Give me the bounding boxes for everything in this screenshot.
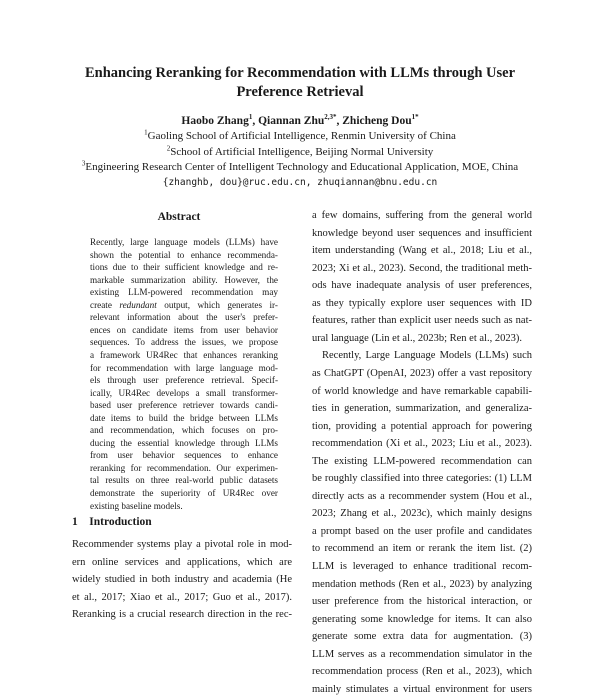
abstract-line: demonstrate the superiority of UR4Rec over xyxy=(90,488,278,498)
right-column-line: ural language (Lin et al., 2023b; Ren et al., 2023). xyxy=(312,332,522,344)
affiliation-text: Engineering Research Center of Intelligent Technology and Educational Application, MOE, China xyxy=(85,161,519,173)
affiliation xyxy=(20,160,580,175)
right-column-line: generating some knowledge for items. It can also xyxy=(312,613,532,625)
right-column-line: directly acts as a recommender system (Hou et al., xyxy=(312,490,532,502)
abstract-line: shown the potential to enhance recommenda- xyxy=(90,249,278,260)
affiliation-marker: 3 xyxy=(81,159,86,168)
right-column-line: mendation methods (Ren et al., 2023) by analyzing xyxy=(312,578,532,590)
affiliation xyxy=(20,129,580,144)
right-column-line: tion, providing a potential approach for powering xyxy=(312,420,532,432)
section-title: Introduction xyxy=(89,516,152,528)
abstract-line: els through user preference retrieval. Specif- xyxy=(90,375,278,386)
abstract-line: Recently, large language models (LLMs) have xyxy=(90,237,278,247)
right-column-line: 2023; Zhang et al., 2023c), which mainly designs xyxy=(312,508,532,520)
abstract-line: ducing the essential knowledge through LLMs xyxy=(90,437,278,448)
right-column-line: a few domains, suffering from the general world xyxy=(312,210,532,221)
right-column-line: ties in generation, summarization, and generaliza- xyxy=(312,403,532,415)
right-column-line: recommendation process (Ren et al., 2023), which xyxy=(312,666,532,678)
affiliation-marker: 1 xyxy=(144,128,148,137)
abstract-line: from user behavior sequences to enhance xyxy=(90,450,278,461)
right-column-line: 2023; Xi et al., 2023). Second, the traditional meth- xyxy=(312,262,532,274)
right-column-line: knowledge beyond user sequences and insufficient xyxy=(312,227,532,239)
introduction-line: ern online services and applications, which are xyxy=(72,556,292,568)
right-column-line: as they typically explore user sequences with ID xyxy=(312,297,532,309)
abstract-line: markable summarization ability. However, the xyxy=(90,274,278,285)
abstract-line: create redundant output, which generates ir- xyxy=(90,299,278,310)
abstract-line: date items to build the bridge between LLMs xyxy=(90,412,278,423)
right-column-line: item understanding (Wang et al., 2018; Liu et al., xyxy=(312,245,532,257)
introduction-line: Recommender systems play a pivotal role in mod- xyxy=(72,539,292,550)
abstract-line: tal results on three real-world public datasets xyxy=(90,475,278,486)
abstract-line: for recommendation with large language mod- xyxy=(90,362,278,373)
abstract-line: reranking for recommendation. Our experimen- xyxy=(90,462,278,473)
right-column-line: LLM is leveraged to enhance traditional recom- xyxy=(312,561,532,572)
section-heading-introduction xyxy=(72,516,152,528)
author-list: Haobo Zhang$^1$, Qiannan Zhu$^{2,3*}$, Zhicheng Dou$^{1*}$ xyxy=(181,113,419,127)
right-column-line: The existing LLM-powered recommendation can xyxy=(312,455,532,467)
abstract-line: sequences. To address the issues, we propose xyxy=(90,337,278,348)
right-column-line: to recommend an item or rerank the item list. (2) xyxy=(312,543,532,555)
right-column-line: as ChatGPT (OpenAI, 2023) offer a vast repository xyxy=(312,367,532,379)
author-affil-marker: 1 xyxy=(248,113,253,122)
right-column-line: generate some extra data for augmentation. (3) xyxy=(312,631,532,643)
abstract-line: relevant information about the user's prefer- xyxy=(90,312,278,323)
abstract-line: tions due to their sufficient knowledge and re- xyxy=(90,262,278,273)
right-column-line: recommendation (Xi et al., 2023; Liu et al., 2023). xyxy=(312,438,532,450)
abstract-line: ically, UR4Rec develops a small transformer- xyxy=(90,387,278,398)
author-affil-marker: 2,3* xyxy=(324,113,337,122)
affiliation-text: School of Artificial Intelligence, Beijing Normal University xyxy=(170,146,434,158)
author-affil-marker: 1* xyxy=(411,113,419,122)
author-name: Zhicheng Dou xyxy=(342,115,412,127)
paper-title: Enhancing Reranking for Recommendation with LLMs through User Preference Retrieval xyxy=(84,65,516,100)
abstract-line: existing LLM-powered recommendation may xyxy=(90,287,278,298)
right-column-line: be roughly classified into three categories: (1) LLM xyxy=(312,473,532,485)
abstract-line: existing baseline models. xyxy=(90,500,183,511)
section-number: 1 xyxy=(72,516,78,528)
abstract-heading: Abstract xyxy=(157,211,201,223)
abstract-line: a framework UR4Rec that enhances reranking xyxy=(90,349,278,360)
introduction-line: widely studied in both industry and academia (He xyxy=(72,574,292,585)
right-column-line: Recently, Large Language Models (LLMs) such xyxy=(322,350,532,362)
abstract-line: based user preference retriever towards candi- xyxy=(90,400,278,411)
author-name: Haobo Zhang xyxy=(181,115,249,127)
introduction-line: Reranking is a crucial research direction in the rec- xyxy=(72,609,292,620)
right-column-line: of world knowledge and have remarkable capabili- xyxy=(312,385,532,397)
affiliation xyxy=(20,145,580,160)
abstract-line: and recommendation, which focuses on pro- xyxy=(90,425,278,436)
right-column-line: ods have inadequate analysis of user preferences, xyxy=(312,280,532,292)
author-emails: {zhanghb, dou}@ruc.edu.cn, zhuqiannan@bnu.edu.cn xyxy=(162,177,438,188)
affiliation-marker: 2 xyxy=(166,144,171,153)
affiliation-text: Gaoling School of Artificial Intelligence, Renmin University of China xyxy=(147,130,456,142)
right-column-line: a prompt based on the user profile and candidates xyxy=(312,525,532,537)
right-column-line: LLM serves as a recommendation simulator in the xyxy=(312,648,532,660)
right-column-line: mainly stimulates a virtual environment for users xyxy=(312,683,532,695)
right-column-line: features, rather than explicit user needs such as nat- xyxy=(312,315,532,327)
abstract-line: ences on candidate items from user behavior xyxy=(90,324,278,335)
right-column-line: user preference from the historical interaction, or xyxy=(312,596,532,608)
author-name: Qiannan Zhu xyxy=(258,115,325,127)
introduction-line: et al., 2017; Xiao et al., 2017; Guo et al., 2017). xyxy=(72,591,292,603)
